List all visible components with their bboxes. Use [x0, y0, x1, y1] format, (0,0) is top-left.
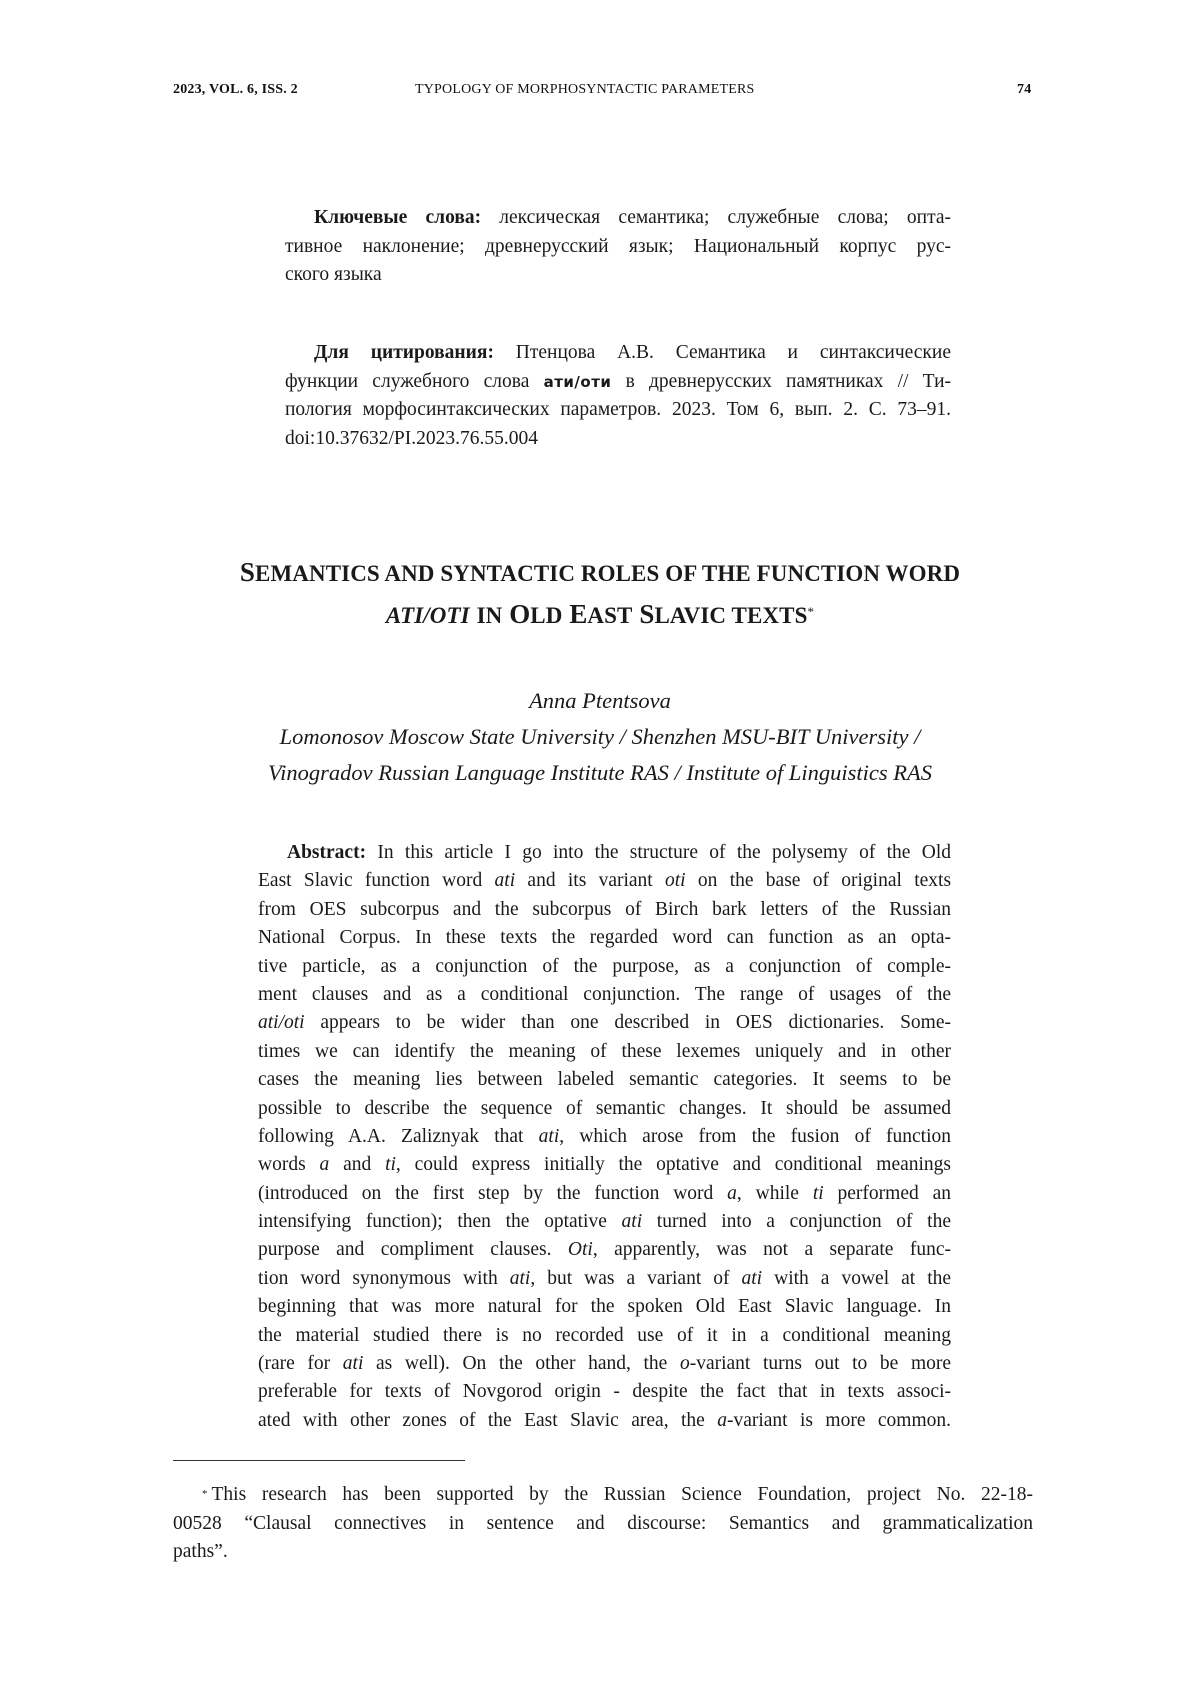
abstract-line: from OES subcorpus and the subcorpus of Birch bark letters of the Russian	[258, 898, 951, 920]
citation-line: функции служебного слова ати/оти в древнерусских памятниках // Ти-	[285, 370, 952, 392]
title-footnote-marker[interactable]: *	[807, 604, 815, 619]
author-affiliation: Vinogradov Russian Language Institute RAS / Institute of Linguistics RAS	[268, 760, 932, 785]
abstract-label: Abstract	[287, 842, 360, 863]
footnote-line: * This research has been supported by the Russian Science Foundation, project No. 22-18-	[202, 1484, 1033, 1505]
author-affiliation: Lomonosov Moscow State University / Shenzhen MSU-BIT University /	[279, 724, 921, 749]
citation-line: Для цитирования: Птенцова А.В. Семантика и синтаксические	[314, 342, 952, 363]
abstract-line: possible to describe the sequence of semantic changes. It should be assumed	[258, 1097, 951, 1119]
running-header-journal-info: 2023, VOL. 6, ISS. 2	[173, 82, 298, 97]
old-cyrillic-word: ати/оти	[543, 372, 612, 391]
citation-doi[interactable]: doi:10.37632/PI.2023.76.55.004	[285, 427, 538, 449]
article-title	[0, 552, 1200, 636]
abstract-line: beginning that was more natural for the spoken Old East Slavic language. In	[258, 1296, 951, 1318]
footnote-line: paths”.	[173, 1541, 228, 1562]
abstract-line: intensifying function); then the optative ati turned into a conjunction of the	[258, 1211, 952, 1233]
author-name: Anna Ptentsova	[529, 688, 671, 713]
title-line-2: ATI/OTI IN OLD EAST SLAVIC TEXTS*	[385, 599, 815, 629]
abstract-line: the material studied there is no recorded use of it in a conditional meaning	[258, 1324, 951, 1346]
title-line-1: SEMANTICS AND SYNTACTIC ROLES OF THE FUNCTION WORD	[239, 557, 961, 587]
abstract-line: ati/oti appears to be wider than one described in OES dictionaries. Some-	[258, 1012, 951, 1034]
abstract-line: East Slavic function word ati and its variant oti on the base of original texts	[258, 870, 952, 892]
keywords-line: тивное наклонение; древнерусский язык; Национальный корпус рус-	[285, 235, 951, 257]
footnote	[173, 1481, 1033, 1567]
citation-ru	[285, 339, 951, 453]
keywords-ru	[285, 204, 951, 290]
abstract-line: times we can identify the meaning of these lexemes uniquely and in other	[258, 1040, 951, 1062]
footnote-divider	[173, 1460, 465, 1461]
abstract-line: words a and ti, could express initially the optative and conditional meanings	[258, 1154, 952, 1176]
keywords-line: Ключевые слова: лексическая семантика; служебные слова; опта-	[314, 207, 951, 228]
footnote-marker: *	[202, 1488, 208, 1500]
abstract-line: cases the meaning lies between labeled semantic categories. It seems to be	[258, 1069, 951, 1091]
author-block	[0, 683, 1200, 791]
running-header-journal-title: TYPOLOGY OF MORPHOSYNTACTIC PARAMETERS	[415, 82, 755, 97]
abstract-line: (rare for ati as well). On the other hand, the o-variant turns out to be more	[258, 1353, 952, 1375]
abstract-line: ment clauses and as a conditional conjunction. The range of usages of the	[258, 983, 951, 1005]
abstract-line: preferable for texts of Novgorod origin - despite the fact that in texts associ-	[258, 1381, 951, 1403]
abstract-line: National Corpus. In these texts the regarded word can function as an opta-	[258, 927, 951, 949]
abstract-line: Abstract: In this article I go into the structure of the polysemy of the Old	[287, 842, 952, 863]
page-number: 74	[1017, 82, 1032, 97]
abstract-line: tive particle, as a conjunction of the purpose, as a conjunction of comple-	[258, 955, 951, 977]
keywords-label: Ключевые слова	[314, 207, 475, 228]
footnote-line: 00528 “Clausal connectives in sentence and discourse: Semantics and grammaticalization	[173, 1512, 1033, 1534]
abstract-line: following A.A. Zaliznyak that ati, which arose from the fusion of function	[258, 1125, 952, 1147]
abstract-line: tion word synonymous with ati, but was a variant of ati with a vowel at the	[258, 1267, 952, 1289]
abstract-line: ated with other zones of the East Slavic area, the a-variant is more common.	[258, 1409, 951, 1431]
keywords-line: ского языка	[285, 264, 382, 285]
abstract-line: (introduced on the first step by the function word a, while ti performed an	[258, 1182, 951, 1204]
abstract-line: purpose and compliment clauses. Oti, apparently, was not a separate func-	[258, 1239, 951, 1261]
citation-line: пология морфосинтаксических параметров. 2023. Том 6, вып. 2. С. 73–91.	[285, 399, 951, 420]
abstract	[258, 839, 951, 1435]
citation-label: Для цитирования	[314, 342, 488, 363]
